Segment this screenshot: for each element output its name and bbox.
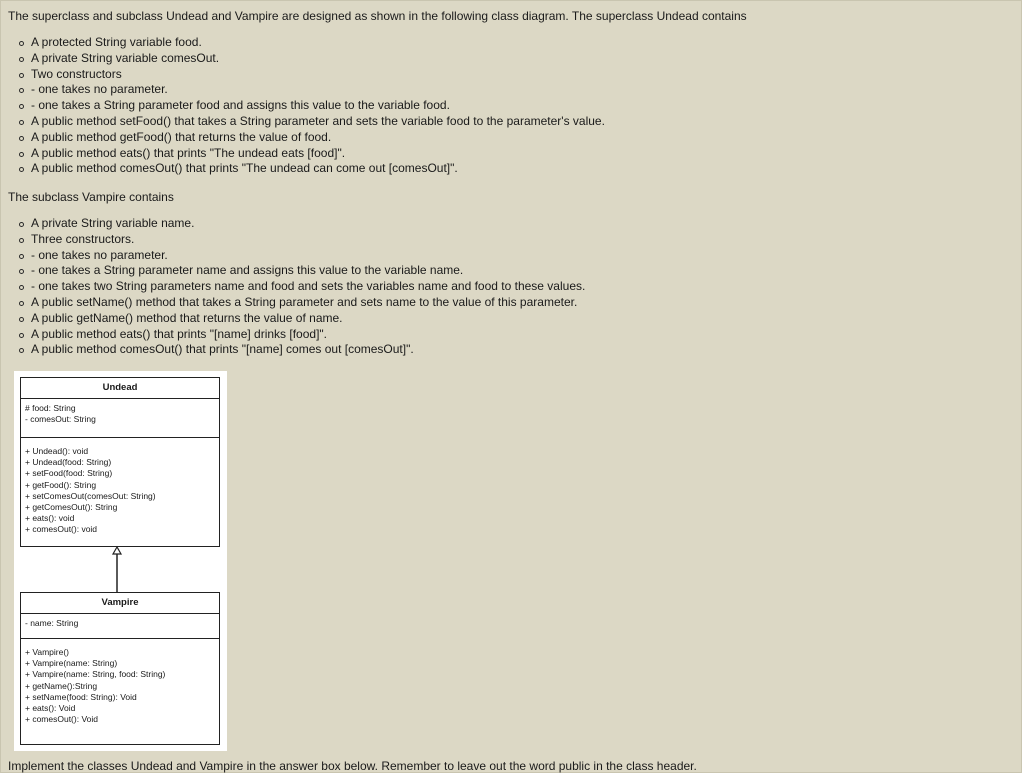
uml-method: + Undead(food: String) bbox=[25, 457, 112, 468]
list-item: - one takes a String parameter name and assigns this value to the variable name. bbox=[1, 263, 585, 279]
list-item: A public method getFood() that returns the value of food. bbox=[1, 130, 605, 146]
list-item: - one takes no parameter. bbox=[1, 82, 605, 98]
list-item: A public method setFood() that takes a String parameter and sets the variable food to the parameter's value. bbox=[1, 114, 605, 130]
uml-method: + setFood(food: String) bbox=[25, 468, 113, 479]
vampire-class-name: Vampire bbox=[21, 593, 219, 614]
list-item: A public method comesOut() that prints "The undead can come out [comesOut]". bbox=[1, 161, 605, 177]
list-item: - one takes no parameter. bbox=[1, 248, 585, 264]
vampire-requirements-list bbox=[1, 216, 585, 358]
list-item: A public method eats() that prints "[name] drinks [food]". bbox=[1, 327, 585, 343]
uml-method: + eats(): void bbox=[25, 513, 75, 524]
class-diagram bbox=[14, 371, 227, 751]
list-item: Three constructors. bbox=[1, 232, 585, 248]
uml-method: + comesOut(): void bbox=[25, 524, 98, 535]
uml-method: + Undead(): void bbox=[25, 446, 89, 456]
list-item: A public getName() method that returns the value of name. bbox=[1, 311, 585, 327]
footer-instruction: Implement the classes Undead and Vampire in the answer box below. Remember to leave out the word public in the class header. bbox=[8, 759, 697, 773]
list-item: A protected String variable food. bbox=[1, 35, 605, 51]
list-item: A public setName() method that takes a String parameter and sets name to the value of this parameter. bbox=[1, 295, 585, 311]
uml-method: + Vampire(name: String) bbox=[25, 658, 118, 669]
undead-requirements-list bbox=[1, 35, 605, 177]
vampire-attributes bbox=[21, 614, 219, 638]
intro-text: The superclass and subclass Undead and Vampire are designed as shown in the following class diagram. The superclass Undead contains bbox=[8, 9, 747, 23]
list-item: Two constructors bbox=[1, 67, 605, 83]
uml-method: + setName(food: String): Void bbox=[25, 691, 137, 702]
list-item: A private String variable name. bbox=[1, 216, 585, 232]
list-item: - one takes a String parameter food and assigns this value to the variable food. bbox=[1, 98, 605, 114]
uml-method: + getName():String bbox=[25, 680, 98, 691]
uml-method: + eats(): Void bbox=[25, 703, 76, 714]
list-item: A private String variable comesOut. bbox=[1, 51, 605, 67]
uml-method: + Vampire() bbox=[25, 647, 70, 657]
list-item: - one takes two String parameters name and food and sets the variables name and food to these values. bbox=[1, 279, 585, 295]
uml-method: + setComesOut(comesOut: String) bbox=[25, 490, 156, 501]
vampire-class-box bbox=[20, 592, 220, 745]
uml-method: + getFood(): String bbox=[25, 479, 97, 490]
uml-attribute: # food: String bbox=[25, 403, 76, 413]
uml-method: + Vampire(name: String, food: String) bbox=[25, 669, 166, 680]
uml-method: + comesOut(): Void bbox=[25, 714, 98, 725]
list-item: A public method comesOut() that prints "[name] comes out [comesOut]". bbox=[1, 342, 585, 358]
undead-class-name: Undead bbox=[21, 378, 219, 399]
subclass-intro-text: The subclass Vampire contains bbox=[8, 190, 174, 204]
list-item: A public method eats() that prints "The undead eats [food]". bbox=[1, 146, 605, 162]
uml-method: + getComesOut(): String bbox=[25, 502, 118, 513]
uml-attribute: - comesOut: String bbox=[25, 414, 96, 425]
uml-attribute: - name: String bbox=[25, 618, 79, 628]
vampire-methods bbox=[21, 638, 219, 725]
